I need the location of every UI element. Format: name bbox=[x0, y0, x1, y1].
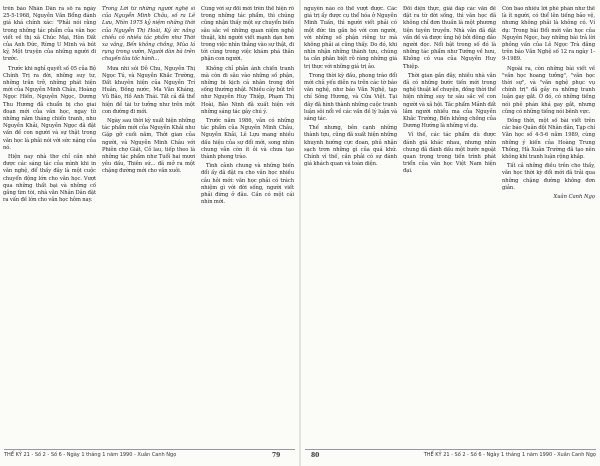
footer-issue-line: THẾ KỶ 21 - Số 2 - Số 6 - Ngày 1 tháng 1 năm 1990 - Xuân Canh Ngọ bbox=[4, 452, 177, 458]
paragraph: Thời gian gần đây, nhiều nhà văn đã có những bước tiến mới trong nghệ thuật kể chuyện, đồng thời thể hiện những suy tư sâu sắc về con người và xã hội. Tác phẩm Mảnh đất lắm người nhiều ma của Nguyễn Khắc Trường, Bến không chồng của Dương Hướng là những ví dụ. bbox=[403, 72, 496, 130]
paragraph: Ngày sau thời kỳ xuất hiện những tác phẩm mới của Nguyễn Khải như Gặp gỡ cuối năm, Thời gian của người, và Nguyễn Minh Châu với Phiên chợ Giát, Cỏ lau, tiếp theo là những tác phẩm như Tuổi hai mươi yêu dấu, Thiên sứ... đã mở ra một chặng đường mới cho văn xuôi. bbox=[102, 118, 195, 175]
paragraph: Cùng với sự đổi mới trên thể hiện rõ trong những tác phẩm, thì chúng cũng nhận thấy một sự chuyển biến sâu sắc về những quan niệm nghệ thuật, khi người viết mạnh dạn hơn trong việc nhìn thẳng vào sự thật, đi tới cùng trong việc khám phá thân phận con người. bbox=[201, 6, 294, 63]
paragraph: Tất cả những điều trên cho thấy, văn học thời kỳ đổi mới đã trải qua những chặng đường không đơn giản. bbox=[502, 163, 595, 191]
right-column-1 bbox=[304, 6, 397, 444]
paragraph: Trong Lời từ những người nghệ sĩ của Nguyễn Minh Châu, số ra Lê Lưu, Nhìn 1975 kỷ niệm những thời của Nguyễn Thị Hoài, Ký ức nắng chiều có nhiều tác phẩm như Thời xa vắng, Bến không chồng, Mùa lá rụng trong vườn, Người đàn bà trên chuyến tàu tốc hành... bbox=[102, 6, 195, 63]
left-page-footer bbox=[4, 451, 295, 460]
paragraph: Đối diện thực, giải đáp các vấn đề đặt ra từ đời sống, thì văn học đã không chỉ đơn thuần là một phương tiện tuyên truyền. Nhà văn đã đặt vấn đề và được ủng hộ bởi đông đảo người đọc. Nổi bật trong số đó là những tác phẩm như Tướng về hưu, Không có vua của Nguyễn Huy Thiệp. bbox=[403, 6, 496, 70]
paragraph: Còn bao nhiêu lời phê phán như thế là ít người, có thể lên tiếng bảo vệ, nhưng không phải là không có. Ví dụ: Trong bài Đổi mới văn học của Nguyên Ngọc, hay những bài trả lời phỏng vấn của Lê Ngọc Trà đăng trên báo Văn Nghệ số 12 ra ngày 1-9-1989. bbox=[502, 6, 595, 63]
left-column-2 bbox=[102, 6, 195, 444]
footer-rule bbox=[4, 449, 295, 450]
paragraph: Vì thế, các tác phẩm dù được đánh giá khác nhau, nhưng nhìn chung đã đánh dấu một bước ngoặt quan trọng trong tiến trình phát triển của văn học Việt Nam hiện đại. bbox=[403, 132, 496, 175]
paragraph: trên báo Nhân Dân ra số ra ngày 25-5-1968, Nguyễn Văn Bổng đánh giá khá chính xác: "Phải nói rằng trong những tác phẩm của văn học viết về thị xã Chúc Mại, Hòn Đất của Anh Đức, Rừng U Minh và bút ký, Một truyện của những người đi trước. bbox=[3, 6, 96, 63]
footer-issue-line: THẾ KỶ 21 - Số 2 - Số 6 - Ngày 1 tháng 1 năm 1990 - Xuân Canh Ngọ bbox=[423, 452, 596, 458]
left-page bbox=[3, 6, 296, 454]
paragraph: Trong thời kỳ đầu, phong trào đổi mới chủ yếu diễn ra trên các tờ báo văn nghệ, như báo Văn Nghệ, tạp chí Sông Hương, và Cửa Việt. Tại đây đã hình thành những cuộc tranh luận sôi nổi về các vấn đề lý luận và sáng tác. bbox=[304, 72, 397, 123]
article-signature: Xuân Canh Ngọ bbox=[553, 194, 595, 201]
right-column-2 bbox=[403, 6, 496, 444]
paragraph: Hiện nay nhà thơ chỉ cần nhớ được các sáng tác của mình khi in văn nghệ, để thấy đây là một cuộc chuyển động lớn cho văn học. Vượt qua những thất bại và những cố gắng tìm tòi, nhà văn Nhân Dân đặt ra vấn đề lớn cho văn học hôm nay. bbox=[3, 154, 96, 204]
right-column-3 bbox=[502, 6, 595, 444]
page-gutter bbox=[299, 0, 301, 466]
footer-rule bbox=[305, 449, 596, 450]
paragraph: Trước khi nghỉ quyết số 05 của Bộ Chính Trị ra đời, những suy tư, những trăn trở, những phát hiện mới của Nguyễn Minh Châu, Hoàng Ngọc Hiến, Nguyễn Ngọc, Dương Thu Hương đã chuẩn bị cho giai đoạn mới của văn học, ngay từ những năm tháng chiến tranh, như Nguyễn Khải, Nguyễn Ngọc đã đặt vấn đề con người và sự thật trong văn học là phải nói với sức nặng của nó. bbox=[3, 65, 96, 151]
paragraph: Không chỉ phản ánh chiến tranh mà còn đi sâu vào những số phận, những bi kịch cá nhân trong đời sống thường nhật. Nhiều cây bút trẻ như Nguyễn Huy Thiệp, Phạm Thị Hoài, Bảo Ninh đã xuất hiện với những sáng tác gây chú ý. bbox=[201, 65, 294, 115]
paragraph: Thế nhưng, bên cạnh những thành tựu, cũng đã xuất hiện những khuynh hướng cực đoan, phủ nhận sạch trơn những gì của quá khứ. Chính vì thế, cần phải có sự đánh giá khách quan và toàn diện. bbox=[304, 125, 397, 168]
paragraph: nguyên nào có thể vượt được. Các giá trị ấy được cụ thể hóa ở Nguyễn Minh Tuấn, thì người viết phải có một đức tin gắn bó với con người, với những số phận riêng tư mà không phải ai cũng thấy. Do đó, khi nhìn nhận những thành tựu, chúng ta cần phân biệt rõ ràng những giá trị thực với những giá trị ảo. bbox=[304, 6, 397, 70]
left-column-3 bbox=[201, 6, 294, 444]
page-number: 79 bbox=[272, 452, 281, 459]
paragraph: Ngoài ra, còn những bài viết về "văn học hoang tưởng", "văn học thời sự", và "văn nghệ phục vụ chính trị" đã gây ra những tranh luận gay gắt. Ở đó, có những tiếng nói phê phán khá gay gắt, nhưng cũng có những tiếng nói bênh vực. bbox=[502, 65, 595, 115]
page-number: 80 bbox=[311, 452, 320, 459]
paragraph: Trước năm 1986, vẫn có những tác phẩm của Nguyễn Minh Châu, Nguyễn Khải, Lê Lựu mang nhiều dấu hiệu của sự đổi mới, song nhìn chung vẫn còn ít ỏi và chưa tạo thành phong trào. bbox=[201, 118, 294, 161]
paragraph: Mưa nhi sói Đỗ Chu, Nguyễn Thị Ngọc Tú, và Nguyễn Khắc Trường, Đất khuyên hiện của Nguyễn Trí Huân, Đồng nước, Ma Văn Kháng, Vũ Bão, Hồ Anh Thái. Tất cả đã thể hiện đề tài tư tưởng như trên một con đường đi mới. bbox=[102, 65, 195, 115]
paragraph: Đồng thời, một số bài viết trên các báo Quân đội Nhân dân, Tạp chí Văn học số 4-5-6 năm 1989, cùng những ý kiến của Hoàng Trung Thông, Hà Xuân Trường đã tạo nên không khí tranh luận rộng khắp. bbox=[502, 118, 595, 161]
left-column-1 bbox=[3, 6, 96, 444]
right-page bbox=[304, 6, 597, 454]
paragraph: Tình cảnh chung và những biến đổi ấy đã đặt ra cho văn học nhiều câu hỏi mới: văn học phải có trách nhiệm gì với đời sống, người viết phải đứng ở đâu. Cần có một cái nhìn mới. bbox=[201, 163, 294, 206]
right-page-footer bbox=[305, 451, 596, 460]
